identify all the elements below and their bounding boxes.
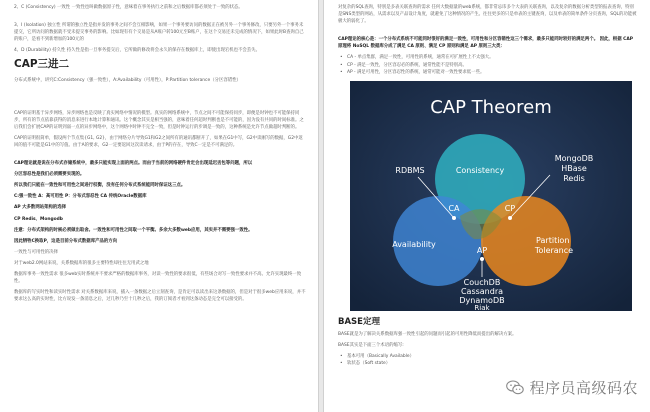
spacer bbox=[14, 103, 306, 110]
riak-label: Riak bbox=[474, 303, 490, 311]
cap-theorem-diagram bbox=[350, 81, 632, 311]
cp-label: CP bbox=[504, 203, 516, 213]
consistency-label: Consistency bbox=[455, 165, 505, 175]
section-heading: CAP三进二 bbox=[14, 58, 70, 71]
paragraph: 2、C (Consistency) 一致性 一致性也叫做数据原子性，意味着在事务执行之前和之后数据库都必须处于一致的状态。 bbox=[14, 5, 243, 10]
spacer bbox=[14, 89, 306, 96]
paragraph: BASE就是为了解决关系数据库强一致性引起的问题而引起的可用性降低而提出的解决方案。 bbox=[338, 331, 517, 337]
bold-paragraph: 分区容忍性是我们必须需要实现的。 bbox=[14, 172, 85, 178]
paragraph: 数据库事务一致性需求 很多web实时系统并不要求严格的数据库事务，对读一致性的要求很低，有些场合对写一致性要求并不高。允许实现最终一致性。 bbox=[14, 271, 302, 285]
cassandra-label: Cassandra bbox=[460, 286, 504, 296]
rdbms-label: RDBMS bbox=[395, 165, 425, 175]
bold-paragraph: 因此牺牲C换取P，这是目前分布式数据库产品的方向 bbox=[14, 238, 118, 244]
right-page bbox=[324, 0, 650, 412]
partition-tolerance-label bbox=[534, 236, 573, 255]
list-item: • CA - 单点集群，满足一致性，可用性的系统，通常在可扩展性上不太强大。 bbox=[338, 54, 638, 61]
cap-category-list bbox=[338, 54, 638, 76]
base-term-list bbox=[338, 353, 638, 368]
redis-label: Redis bbox=[563, 173, 585, 183]
left-page-content bbox=[14, 4, 306, 307]
list-item: • 基本可用（Basically Available） bbox=[338, 353, 638, 360]
base-heading: BASE定理 bbox=[338, 316, 380, 327]
paragraph: 4、D (Durability) 持久性 持久性是指一旦事务提交后，它所做的修改将会永久的保存在数据库上，即使出现宕机也不会丢失。 bbox=[14, 48, 260, 54]
couchdb-label: CouchDB bbox=[463, 277, 501, 287]
bold-paragraph: AP 大多数网站架构的选择 bbox=[14, 205, 67, 211]
spacer bbox=[14, 15, 306, 22]
bold-paragraph: 所以我们只能在一致性和可用性之间进行权衡，没有任何分布式系统能同时保证这三点。 bbox=[14, 183, 186, 189]
bold-paragraph: CP Redis、Mongodb bbox=[14, 216, 63, 222]
list-item: • CP - 满足一致性，分区容忍必的系统，通常性能不是特别高。 bbox=[338, 62, 638, 69]
left-page bbox=[0, 0, 318, 412]
list-item: • 软状态（Soft state） bbox=[338, 360, 638, 367]
list-item: • AP - 满足可用性，分区容忍性的系统，通常可能对一致性要求低一些。 bbox=[338, 69, 638, 76]
dynamodb-label: DynamoDB bbox=[459, 295, 505, 305]
watermark-text: 程序员高级码农 bbox=[529, 379, 638, 397]
ap-label: AP bbox=[476, 245, 488, 255]
spacer bbox=[338, 29, 638, 36]
paragraph: 一致性与可用性的决择 bbox=[14, 249, 58, 255]
mongodb-label: MongoDB bbox=[554, 153, 594, 163]
bold-paragraph: CAP理论就是说在分布式存储系统中，最多只能实现上面的两点。而由于当前的网络硬件肯定会出现延迟丢包等问题，所以 bbox=[14, 161, 253, 167]
availability-label: Availability bbox=[392, 239, 436, 249]
bold-paragraph: C:强一致性 A：高可用性 P：分布式容忍性 CA 传统Oracle数据库 bbox=[14, 194, 147, 200]
cap-title: CAP Theorem bbox=[430, 96, 552, 118]
watermark bbox=[506, 377, 638, 398]
partition-label-line1: Partition bbox=[536, 235, 570, 245]
ca-label: CA bbox=[448, 203, 460, 213]
partition-label-line2: Tolerance bbox=[534, 245, 574, 255]
paragraph: CAP的证明基于异步网络，异步网络也是反映了真实网络中情况的模型。真实的网络系统中，节点之间不可能保持同步，即便是时钟也不可能保持同步，所有的节点依靠获得的消息来进行本地计算和通讯。这个概念其实是相当强的，意味着任何超时判断也是不可能的，因为没有共同的时间标准。之后我们会扩展CAP的证明到弱一点的异步网络中，这个网络中时钟不完全一致，但是时钟运行的步调是一致的，这种系统是允许节点做超时判断的。 bbox=[14, 110, 304, 130]
hbase-label: HBase bbox=[561, 163, 587, 173]
spacer bbox=[14, 96, 306, 103]
wechat-icon bbox=[506, 380, 524, 395]
bold-paragraph: 注意：分布式架构的时候必须做出取舍。一致性和可用性之间取一个平衡。多余大多数web应用，其实并不需要强一致性。 bbox=[14, 227, 253, 233]
cap-venn-svg bbox=[350, 81, 632, 311]
paragraph: 数据库的写实时性和读实时性需求 对关系数据库来说，插入一条数据之后立刻查询，是肯定可以读出来这条数据的，但是对于很多web应用来说，并不要求这么高的实时性，比方说发一条消息之后，过几秒乃至十几秒之后，我的订阅者才看到这条动态是完全可以接受的。 bbox=[14, 290, 306, 303]
paragraph: 分布式系统中，讲究C:Consistency（强一致性），A:Availability（可用性），P:Partition tolerance（分区容错性） bbox=[14, 78, 241, 84]
paragraph: 对复杂的SQL查询，特别是多表关联查询的需求 任何大数据量的web系统，都非常忌讳多个大表的关联查询，以及复杂的数据分析类型的报表查询，特别是SNS类型的网站，从需求以及产品设计角度，就避免了这种情况的产生。往往更多的只是单表的主键查询，以及单表的简单条件分页查询，SQL的功能被极大的弱化了。 bbox=[338, 5, 637, 25]
paragraph: CAP的证明很简单，假设两个节点集{G1, G2}，由于网络分片导致G1和G2之间所有的通讯都断开了，如果在G1中写，G2中读刚写的数据，G2中返回的值不可能是G1中的写值。由于A的要求，G2一定要返回这次读请求，由于P的存在，导致C一定是不可满足的。 bbox=[14, 135, 303, 148]
paragraph: BASE其实是下面三个术语的缩写: bbox=[338, 342, 404, 348]
spacer bbox=[14, 153, 306, 160]
paragraph: 对于web2.0网站来说，关系数据库的很多主要特性却往往无用武之地 bbox=[14, 260, 149, 266]
right-page-content bbox=[338, 4, 638, 372]
paragraph: 3、I (Isolation) 独立性 所谓的独立性是指并发的事务之间不会互相影响，如果一个事务要访问的数据正在被另外一个事务修改，只要另外一个事务未提交，它所访问的数据就不受未提交事务的影响。比如现有有个交易是从A账户转100元至B账户，在这个交易还未完成的情况下，如果此时B查询自己的账户，是看不到新增加的100元的 bbox=[14, 23, 304, 43]
bold-paragraph: CAP理论的核心是：一个分布式系统不可能同时很好的满足一致性，可用性和分区容错性这三个需求，最多只能同时较好的满足两个。 因此，根据 CAP 原理将 NoSQL 数据库分成了满足 CA 原则、满足 CP 原则和满足 AP 原则三大类： bbox=[338, 37, 633, 50]
